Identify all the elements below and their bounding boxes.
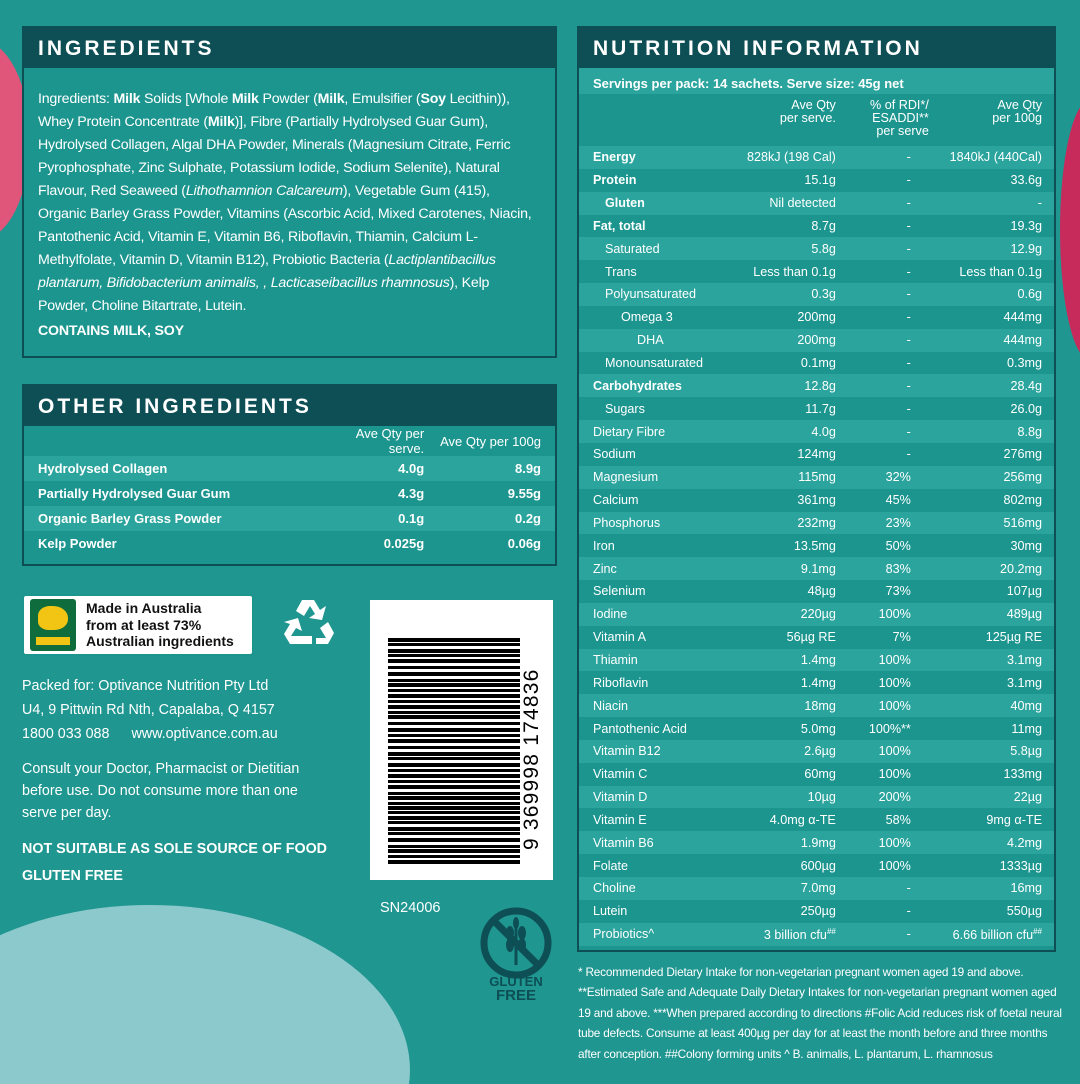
nutrient-rdi: 23% [848,512,941,535]
nutrient-per100: 3.1mg [1006,675,1042,690]
nutrient-serve: 124mg [797,447,836,462]
nutrient-rdi: - [848,923,941,946]
nutrient-name: Saturated [579,237,747,260]
other-ingredient-per100: 9.55g [507,486,541,501]
nutrient-per100: 444mg [1003,310,1042,325]
barcode-bar [388,763,520,767]
nutrient-name: Calcium [593,493,639,508]
nutrient-serve: 220µg [747,603,848,626]
other-ingredient-row [24,506,555,531]
nutrition-row [579,215,1054,238]
nutrient-per100: Less than 0.1g [959,264,1042,279]
barcode-bar [388,780,520,783]
nutrient-per100: 11mg [1011,721,1042,736]
other-ingredient-per100: 0.06g [507,536,541,551]
nutrient-rdi: - [906,310,911,325]
nutrient-serve: 250µg [800,904,836,919]
nutrient-name: Vitamin B12 [579,740,747,763]
nutrient-name: Gluten [579,192,747,215]
nutrient-name: Lutein [593,904,628,919]
barcode-bar [388,769,520,772]
barcode-bar [388,715,520,719]
nutrient-per100: 107µg [1006,584,1042,599]
nutrition-row [579,854,1054,877]
barcode-bar [388,711,520,714]
ingredient-segment: Lactiplantibacillus plantarum, Bifidobacterium animalis, , Lacticaseibacillus rhamnosus [38,252,496,291]
other-ingredients-table [24,426,555,556]
barcode-bar [388,796,520,800]
nutrient-serve: 18mg [747,694,848,717]
nutrition-col-per100: Ave Qty per 100g [992,98,1042,125]
nutrition-row [579,420,1054,443]
nutrient-name: Pantothenic Acid [593,721,687,736]
nutrient-name: Fat, total [593,218,646,233]
barcode [370,600,553,880]
barcode-bar [388,811,520,814]
nutrient-per100: 516mg [941,512,1054,535]
nutrient-name: Niacin [579,694,747,717]
nutrient-rdi: 32% [848,466,941,489]
barcode-bar [388,679,520,682]
barcode-bar [388,832,520,835]
gluten-free-logo-text-2: FREE [495,987,536,1004]
barcode-bar [388,700,520,703]
nutrient-serve: 3 billion cfu## [747,923,848,946]
nutrient-serve: 1.4mg [800,675,836,690]
barcode-bar [388,774,520,778]
nutrient-rdi: 100% [848,603,941,626]
badge-line-3: Australian ingredients [86,633,234,650]
ingredient-segment: Milk [113,91,141,107]
nutrition-row [579,352,1054,375]
nutrition-row [579,831,1054,854]
nutrient-per100: 3.1mg [941,649,1054,672]
ingredients-text [24,68,555,343]
nutrient-serve: 13.5mg [793,538,836,553]
nutrient-rdi: - [848,374,941,397]
nutrition-row [579,900,1054,923]
nutrient-per100: 256mg [941,466,1054,489]
barcode-bar [388,860,520,864]
nutrient-serve: 115mg [747,466,848,489]
nutrient-rdi: 100% [848,740,941,763]
gluten-free-statement: GLUTEN FREE [22,868,123,884]
barcode-bar [388,827,520,831]
nutrient-name: Carbohydrates [579,374,747,397]
barcode-bar [388,845,520,848]
nutrient-rdi: - [848,420,941,443]
ingredient-segment: Lithothamnion Calcareum [185,183,343,199]
nutrient-serve: 1.9mg [747,831,848,854]
nutrient-rdi: - [848,877,941,900]
nutrition-row [579,603,1054,626]
packer-phone: 1800 033 088 [22,726,110,742]
barcode-bar [388,643,520,646]
barcode-bar [388,855,520,858]
nutrition-row [579,489,1054,512]
nutrient-rdi: 58% [885,812,911,827]
nutrient-rdi: 45% [885,493,911,508]
nutrient-per100: 276mg [1003,447,1042,462]
nutrient-per100: 0.6g [941,283,1054,306]
nutrition-row [579,671,1054,694]
ingredient-segment: Soy [420,91,446,107]
nutrient-per100: 125µg RE [985,630,1042,645]
nutrition-row [579,557,1054,580]
nutrient-serve: 200mg [747,329,848,352]
nutrition-row [579,626,1054,649]
nutrient-serve: 232mg [747,512,848,535]
nutrient-serve: 11.7g [805,401,836,416]
nutrient-name: Sodium [593,447,636,462]
nutrient-rdi: - [906,904,911,919]
barcode-bar [388,659,520,663]
ingredient-segment: Milk [317,91,345,107]
nutrient-name: Vitamin D [579,786,747,809]
nutrient-per100: 33.6g [1010,173,1042,188]
nutrient-name: Riboflavin [593,675,649,690]
ingredient-segment: )], Fibre (Partially Hydrolysed Guar Gum), Hydrolysed Collagen, Algal DHA Powder, Minerals (Magnesium Citrate, Ferric Pyrophosphate, Zinc Sulphate, Potassium Iodide, Sodium Selenite), Natural Flavour, Red Seaweed ( [38,114,511,199]
nutrient-name: Vitamin B6 [579,831,747,854]
nutrient-serve: Less than 0.1g [753,264,836,279]
other-ingredient-row [24,456,555,481]
ingredient-segment: Milk [231,91,259,107]
nutrition-row [579,694,1054,717]
barcode-bar [388,722,520,725]
decorative-light-teal-shape [0,905,410,1084]
packer-website: www.optivance.com.au [131,726,278,742]
other-col-serve: Ave Qty per serve. [355,426,425,456]
gluten-free-logo-text-1: GLUTEN [489,974,543,989]
nutrient-per100: 1840kJ (440Cal) [941,146,1054,169]
nutrient-rdi: - [848,237,941,260]
nutrient-per100: 489µg [941,603,1054,626]
barcode-bar [388,792,520,795]
barcode-bar [388,752,520,756]
nutrient-per100: 0.3mg [1006,356,1042,371]
nutrient-serve: 12.8g [747,374,848,397]
barcode-bar [388,683,520,687]
nutrition-row [579,329,1054,352]
other-ingredient-name: Hydrolysed Collagen [24,456,321,481]
nutrient-per100: 8.8g [941,420,1054,443]
nutrient-rdi: - [848,283,941,306]
other-ingredient-serve: 4.3g [398,486,425,501]
barcode-bar [388,734,520,737]
nutrition-row [579,466,1054,489]
other-ingredient-name: Organic Barley Grass Powder [24,506,321,531]
nutrient-per100: 802mg [1003,493,1042,508]
nutrient-serve: 1.4mg [747,649,848,672]
nutrient-per100: 30mg [1010,538,1042,553]
nutrient-per100: 9mg α-TE [986,812,1042,827]
servings-info: Servings per pack: 14 sachets. Serve size: 45g net [579,68,1054,94]
nutrition-row [579,146,1054,169]
other-ingredient-row [24,531,555,556]
nutrient-serve: 8.7g [811,218,836,233]
nutrition-panel [577,26,1056,952]
serial-number: SN24006 [380,900,441,916]
nutrient-rdi: - [906,173,911,188]
nutrient-per100: 1333µg [999,858,1042,873]
barcode-bar [388,849,520,853]
ingredients-panel [22,26,557,358]
nutrition-col-serve: Ave Qty per serve. [779,98,836,125]
nutrient-per100: - [941,192,1054,215]
nutrient-rdi: 83% [848,557,941,580]
nutrition-col-name [579,94,747,146]
other-ingredient-serve: 0.1g [321,506,438,531]
nutrient-name: Choline [579,877,747,900]
other-ingredient-per100: 8.9g [438,456,555,481]
ingredients-paragraph [38,88,541,318]
barcode-bar [388,654,520,657]
nutrient-name: Thiamin [579,649,747,672]
nutrition-row [579,260,1054,283]
nutrition-row [579,877,1054,900]
badge-line-1: Made in Australia [86,600,202,617]
nutrient-serve: 60mg [804,767,836,782]
nutrient-serve: 4.0g [747,420,848,443]
nutrition-footnotes: * Recommended Dietary Intake for non-vegetarian pregnant women aged 19 and above. **Estimated Safe and Adequate Daily Dietary Intakes for non-vegetarian pregnant women aged 19 and above. ***When prepared according to directions #Folic Acid reduces risk of foetal neural tube defects. Consume at least 400µg per day for at least the month before and three months after conception. ##Colony forming units ^ B. animalis, L. plantarum, L. rhamnosus [578,965,1062,1061]
barcode-bar [388,705,520,709]
australian-made-badge [22,594,254,656]
ingredient-segment: Powder ( [258,91,318,107]
barcode-bar [388,666,520,669]
nutrient-name: Energy [579,146,747,169]
nutrient-name: Omega 3 [621,310,673,325]
nutrition-row [579,808,1054,831]
nutrient-per100: 12.9g [941,237,1054,260]
nutrition-row [579,740,1054,763]
nutrition-row [579,763,1054,786]
nutrient-rdi: - [906,401,911,416]
nutrient-serve: 56µg RE [786,630,836,645]
nutrient-name: Probiotics^ [579,923,747,946]
nutrient-name: Zinc [579,557,747,580]
australian-made-kangaroo-icon [30,599,76,651]
nutrition-row [579,374,1054,397]
nutrient-name: Protein [593,173,637,188]
nutrition-row [579,786,1054,809]
ingredient-segment: Solids [Whole [140,91,232,107]
nutrition-row [579,717,1054,740]
nutrient-serve: Nil detected [747,192,848,215]
other-ingredient-serve: 0.025g [383,536,425,551]
barcode-bar [388,785,520,789]
barcode-number: 9 369998 174836 [520,668,543,850]
nutrient-per100: 4.2mg [941,831,1054,854]
product-warnings [22,836,327,890]
nutrient-name: Dietary Fibre [579,420,747,443]
nutrition-row [579,443,1054,466]
badge-line-2: from at least 73% [86,616,202,633]
nutrient-name: Polyunsaturated [579,283,747,306]
nutrition-row [579,169,1054,192]
ingredient-segment: Ingredients: [38,91,114,107]
nutrient-rdi: 100% [848,694,941,717]
barcode-bar [388,806,520,810]
nutrition-row [579,534,1054,557]
nutrition-row [579,192,1054,215]
other-ingredient-row [24,481,555,506]
nutrient-per100: 40mg [941,694,1054,717]
barcode-bar [388,672,520,676]
nutrient-per100: 20.2mg [941,557,1054,580]
nutrient-rdi: - [906,447,911,462]
recycle-icon [280,596,336,650]
nutrient-serve: 48µg [807,584,836,599]
nutrient-serve: 4.0mg α-TE [769,812,836,827]
nutrient-rdi: 7% [892,630,911,645]
ingredient-segment: Lecithin)), Whey Protein Concentrate ( [38,91,510,130]
nutrition-row [579,397,1054,420]
nutrient-rdi: 100% [848,649,941,672]
nutrient-per100: 444mg [941,329,1054,352]
allergen-statement: CONTAINS MILK, SOY [38,323,184,339]
nutrition-row [579,649,1054,672]
packer-address: U4, 9 Pittwin Rd Nth, Capalaba, Q 4157 [22,702,275,718]
nutrient-rdi: 100% [878,675,911,690]
nutrient-rdi: 100% [878,767,911,782]
barcode-bar [388,821,520,824]
nutrient-serve: 0.1mg [800,356,836,371]
barcode-bar [388,816,520,820]
ingredient-segment: , Emulsifier ( [344,91,421,107]
barcode-bar [388,649,520,653]
other-ingredient-serve: 4.0g [321,456,438,481]
other-ingredients-title: OTHER INGREDIENTS [24,386,555,426]
nutrient-rdi: - [848,192,941,215]
other-col-per100: Ave Qty per 100g [440,433,541,449]
nutrition-row [579,283,1054,306]
nutrition-row [579,306,1054,329]
nutrient-rdi: - [848,329,941,352]
nutrient-serve: 9.1mg [747,557,848,580]
nutrient-per100: 5.8µg [941,740,1054,763]
nutrition-col-rdi: % of RDI*/ ESADDI** per serve [870,98,929,138]
nutrient-per100: 26.0g [1010,401,1042,416]
barcode-bar [388,838,520,842]
nutrient-serve: 5.8g [747,237,848,260]
nutrition-table [579,94,1054,946]
barcode-bar [388,689,520,692]
nutrient-rdi: - [906,264,911,279]
barcode-bar [388,746,520,749]
nutrient-name: Trans [605,264,637,279]
nutrient-rdi: - [906,218,911,233]
nutrient-name: Vitamin C [593,767,648,782]
barcode-bar [388,802,520,805]
nutrient-name: Vitamin E [593,812,647,827]
barcode-bar [388,694,520,698]
nutrient-per100: 133mg [1003,767,1042,782]
nutrition-row [579,580,1054,603]
nutrient-per100: 550µg [1006,904,1042,919]
other-ingredient-per100: 0.2g [438,506,555,531]
nutrient-serve: 15.1g [804,173,836,188]
barcode-bar [388,638,520,642]
other-ingredient-name: Partially Hydrolysed Guar Gum [38,486,231,501]
nutrient-serve: 7.0mg [747,877,848,900]
nutrient-name: Iodine [579,603,747,626]
nutrient-serve: 200mg [797,310,836,325]
ingredient-segment: Milk [207,114,235,130]
gluten-free-logo [478,905,554,1007]
other-ingredient-name: Kelp Powder [38,536,117,551]
nutrient-name: Vitamin A [593,630,646,645]
nutrient-name: DHA [579,329,747,352]
packer-name: Packed for: Optivance Nutrition Pty Ltd [22,678,269,694]
nutrient-name: Iron [593,538,615,553]
nutrient-serve: 2.6µg [747,740,848,763]
nutrient-name: Selenium [593,584,646,599]
barcode-bar [388,757,520,760]
nutrient-per100: 6.66 billion cfu## [941,923,1054,946]
nutrient-serve: 361mg [797,493,836,508]
ingredient-segment: ), Vegetable Gum (415), Organic Barley Grass Powder, Vitamins (Ascorbic Acid, Mixed Carotenes, Niacin, Pantothenic Acid, Vitamin E, Vitamin B6, Riboflavin, Thiamin, Calcium L-Methylfolate, Vitamin D, Vitamin B12), Probiotic Bacteria ( [38,183,532,268]
nutrient-rdi: 200% [848,786,941,809]
nutrient-name: Phosphorus [579,512,747,535]
nutrition-row [579,923,1054,946]
nutrient-name: Monounsaturated [605,356,704,371]
nutrition-row [579,237,1054,260]
nutrient-name: Magnesium [579,466,747,489]
nutrient-serve: 828kJ (198 Cal) [747,146,848,169]
nutrient-rdi: 100%** [868,721,911,736]
barcode-bar [388,728,520,732]
decorative-pink-shape-right [1060,100,1080,360]
nutrient-serve: 5.0mg [800,721,836,736]
ingredients-title: INGREDIENTS [24,28,555,68]
warning-sole-source: NOT SUITABLE AS SOLE SOURCE OF FOOD [22,841,328,857]
nutrient-serve: 600µg [800,858,836,873]
other-col-name [24,426,321,456]
ingredient-segment: ), Kelp Powder, Choline Bitartrate, Lutein. [38,275,490,314]
nutrient-per100: 16mg [941,877,1054,900]
nutrient-rdi: - [906,356,911,371]
nutrient-rdi: - [848,146,941,169]
nutrient-per100: 19.3g [1010,218,1042,233]
nutrition-row [579,512,1054,535]
nutrient-rdi: 100% [848,831,941,854]
barcode-bar [388,739,520,743]
nutrient-serve: 0.3g [747,283,848,306]
nutrient-rdi: 50% [885,538,911,553]
nutrition-title: NUTRITION INFORMATION [579,28,1054,68]
nutrient-rdi: 73% [885,584,911,599]
nutrient-per100: 28.4g [941,374,1054,397]
consult-advice: Consult your Doctor, Pharmacist or Dietitian before use. Do not consume more than one serve per day. [22,761,300,821]
nutrient-name: Sugars [605,401,645,416]
nutrient-rdi: 100% [878,858,911,873]
other-ingredients-panel [22,384,557,566]
nutrient-name: Folate [593,858,629,873]
packer-details [22,674,278,746]
nutrient-serve: 10µg [747,786,848,809]
nutrient-per100: 22µg [941,786,1054,809]
